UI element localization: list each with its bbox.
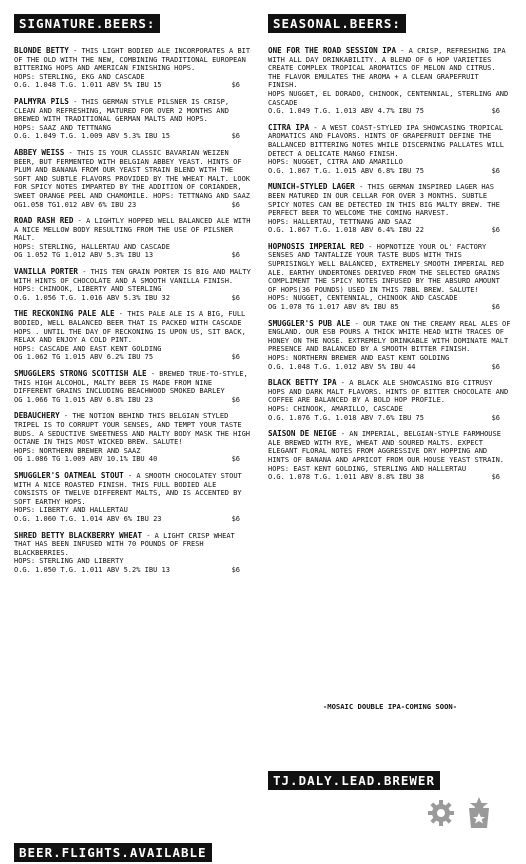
beer-item: [14, 217, 252, 260]
beer-stats: OG 1.086 TG 1.009 ABV 10.1% IBU 40: [14, 455, 158, 464]
beer-stats-row: [268, 473, 512, 482]
beer-item: [14, 532, 252, 575]
beer-name: SAISON DE NEIGE: [268, 429, 337, 439]
beer-description-block: [14, 532, 252, 558]
beer-hops: HOPS: NORTHERN BREWER AND EAST KENT GOLDING: [268, 354, 450, 362]
beer-stats-row: [14, 353, 252, 362]
beer-stats-row: [14, 455, 252, 464]
beer-name: MUNICH-STYLED LAGER: [268, 182, 355, 192]
beer-item: [268, 124, 512, 176]
beer-name: SMUGGLER'S PUB ALE: [268, 318, 351, 328]
beer-price: $6: [491, 473, 500, 482]
beer-stats: O.G. 1.067 T.G. 1.018 ABV 6.4% IBU 22: [268, 226, 424, 235]
beer-price: $6: [491, 413, 500, 422]
beer-description: A LIGHTLY HOPPED WELL BALANCED ALE WITH A NICE MELLOW BODY RESULTING FROM THE USE OF PILSNER MALT.: [14, 217, 251, 243]
beer-description: THE NOTION BEHIND THIS BELGIAN STYLED TRIPEL IS TO CORRUPT YOUR SENSES, AND TEMPT YOUR TASTE BUDS. A SEDUCTIVE SWEETNESS AND MALTY BODY MASK THE HIGH OCTANE IN THIS MOST WICKED BREW. SALUTE!: [14, 412, 251, 447]
beer-item: [268, 320, 512, 372]
beer-description-block: [268, 183, 512, 217]
beer-flights-banner: BEER.FLIGHTS.AVAILABLE: [14, 843, 212, 862]
coming-soon-note: -MOSAIC DOUBLE IPA-COMING SOON-: [322, 702, 458, 711]
beer-stats: OG 1.062 TG 1.015 ABV 6.2% IBU 75: [14, 353, 154, 362]
beer-price: $6: [231, 81, 240, 90]
beer-description-block: [14, 217, 252, 243]
beer-dash: -: [142, 531, 155, 540]
beer-item: [268, 243, 512, 312]
beer-price: $6: [231, 395, 240, 404]
beer-stats-row: [14, 396, 252, 405]
beer-description-block: [14, 98, 252, 124]
beer-dash: -: [68, 97, 82, 106]
beer-name: ABBEY WEISS: [14, 147, 65, 157]
beer-stats-row: [268, 226, 512, 235]
beer-description: OUR TAKE ON THE CREAMY REAL ALES OF ENGLAND. OUR ESB POURS A THICK WHITE HEAD WITH TRACES OF HONEY ON THE NOSE. EXTREMELY DRINKABLE WITH DOMINATE MALT PRESENCE AND BALANCED BY A SMOOTH BITTER FINISH.: [268, 319, 511, 354]
beer-stats: O.G. 1.049 T.G. 1.013 ABV 4.7% IBU 75: [268, 107, 424, 116]
beer-dash: -: [114, 310, 128, 319]
beer-stats: OG1.058 TG1.012 ABV 6% IBU 23: [14, 200, 137, 209]
beer-price: $6: [231, 132, 240, 141]
beer-stats-row: [14, 81, 252, 90]
beer-name: BLACK BETTY IPA: [268, 378, 337, 388]
seasonal-beers-column: [268, 0, 512, 490]
beer-description-block: [268, 243, 512, 295]
beer-stats-row: [268, 303, 512, 312]
beer-name: VANILLA PORTER: [14, 267, 79, 277]
beer-stats-row: [268, 414, 512, 423]
beer-name: THE RECKONING PALE ALE: [14, 309, 115, 319]
beer-price: $6: [231, 200, 240, 209]
beer-description-block: [14, 310, 252, 344]
beer-description: THIS LIGHT BODIED ALE INCORPORATES A BIT OF THE OLD WITH THE NEW, COMBINING TRADITIONAL EUROPEAN BITTERING HOPS AND AMERICAN FINISHING HOPS.: [14, 47, 251, 73]
beer-description-block: [268, 320, 512, 354]
beer-stats-row: [14, 201, 252, 210]
beer-description-block: [14, 412, 252, 446]
beer-dash: -: [336, 430, 350, 439]
beer-description-block: [14, 370, 252, 396]
beer-stats: O.G. 1.048 T.G. 1.011 ABV 5% IBU 15: [14, 81, 162, 90]
beer-hops: HOPS NUGGET, EL DORADO, CHINOOK, CENTENNIAL, STERLING AND CASCADE: [268, 89, 509, 107]
beer-stats-row: [14, 515, 252, 524]
beer-dash: -: [146, 370, 160, 378]
beer-name: SMUGGLER'S OATMEAL STOUT: [14, 470, 124, 480]
beer-description-block: [268, 430, 512, 464]
signature-beers-header: SIGNATURE.BEERS:: [14, 14, 160, 33]
beer-price: $6: [491, 166, 500, 175]
beer-stats: O.G. 1.056 T.G. 1.016 ABV 5.3% IBU 32: [14, 293, 170, 302]
beer-hops: HOPS: HALLERTAU, TETTNANG AND SAAZ: [268, 217, 412, 226]
beer-price: $6: [231, 565, 240, 574]
beer-item: [14, 149, 252, 209]
beer-dash: -: [350, 319, 363, 328]
beer-dash: -: [396, 47, 409, 55]
beer-description-block: [268, 124, 512, 158]
beer-name: ONE FOR THE ROAD SESSION IPA: [268, 46, 397, 55]
beer-description: BREWED TRUE-TO-STYLE, THIS HIGH ALCOHOL, MALTY BEER IS MADE FROM NINE DIFFERENT GRAINS INCLUDING BEACHWOOD SMOKED BARLEY: [14, 370, 248, 396]
beer-item: [268, 183, 512, 235]
beer-price: $6: [231, 353, 240, 362]
beer-dash: -: [64, 148, 77, 157]
beer-description: A SMOOTH CHOCOLATEY STOUT WITH A NICE ROASTED FINISH. THIS FULL BODIED ALE CONSISTS OF TWELVE DIFFERENT MALTS, AND IS ACCENTED BY SOFT EARTHY HOPS.: [14, 471, 242, 506]
star-badge-icon: [464, 796, 494, 830]
beer-hops: HOPS: LIBERTY AND HALLERTAU: [14, 506, 128, 515]
beer-hops: HOPS: STERLING AND LIBERTY: [14, 557, 124, 566]
beer-name: SHRED BETTY BLACKBERRY WHEAT: [14, 530, 143, 540]
beer-stats-row: [14, 566, 252, 575]
beer-dash: -: [78, 268, 91, 277]
beer-description: THIS TEN GRAIN PORTER IS BIG AND MALTY WITH HINTS OF CHOCOLATE AND A SMOOTH VANILLA FINISH.: [14, 268, 251, 285]
beer-name: PALMYRA PILS: [14, 96, 69, 106]
beer-hops: HOPS: SAAZ AND TETTNANG: [14, 123, 111, 132]
beer-description-block: [14, 47, 252, 73]
beer-hops: HOPS: CHINOOK, AMARILLO, CASCADE: [268, 404, 403, 413]
beer-description: A WEST COAST-STYLED IPA SHOWCASING TROPICAL AROMATICS AND FLAVORS. HINTS OF GRAPEFRUIT DEFINE THE BALLANCED BITTERING NOTES WHILE DISCERNING PALLATES WILL DETECT A DELICATE MANGO FINISH.: [268, 123, 505, 158]
beer-description: A LIGHT CRISP WHEAT THAT HAS BEEN INFUSED WITH 70 POUNDS OF FRESH BLACKBERRIES.: [14, 531, 235, 557]
beer-description-block: [268, 47, 512, 90]
beer-description: THIS GERMAN INSPIRED LAGER HAS BEEN MATURED IN OUR CELLAR FOR OVER 3 MONTHS. SUBTLE SPICY NOTES CAN BE DETECTED IN THIS BIG MALTY BREW. THE PERFECT BEER TO WELCOME THE COMING HARVEST.: [268, 183, 500, 218]
beer-hops: HOPS: NORTHERN BREWER AND SAAZ: [14, 446, 141, 455]
beer-name: ROAD RASH RED: [14, 216, 74, 226]
beer-item: [14, 268, 252, 302]
beer-stats: OG 1.052 TG 1.012 ABV 5.3% IBU 13: [14, 251, 154, 260]
beer-price: $6: [231, 455, 240, 464]
beer-price: $6: [491, 226, 500, 235]
footer-icons: [426, 796, 494, 830]
beer-dash: -: [364, 242, 377, 251]
beer-price: $6: [231, 514, 240, 523]
beer-stats-row: [14, 251, 252, 260]
beer-description: A CRISP, REFRESHING IPA WITH ALL DAY DRINKABILITY. A BLEND OF 6 HOP VARIETIES CREATE COMPLEX TROPICAL AROMATICS OF MELON AND CITRUS. THE FLAVOR EMULATES THE AROMA + A CLEAN GRAPEFRUIT FINISH.: [268, 47, 506, 90]
beer-item: [268, 379, 512, 422]
lead-brewer-banner: TJ.DALY.LEAD.BREWER: [268, 771, 440, 790]
beer-stats-row: [14, 294, 252, 303]
beer-stats-row: [268, 107, 512, 116]
beer-name: DEBAUCHERY: [14, 411, 60, 421]
beer-description-block: [14, 472, 252, 506]
beer-item: [14, 412, 252, 464]
seasonal-beers-header: SEASONAL.BEERS:: [268, 14, 406, 33]
beer-description: THIS IS YOUR CLASSIC BAVARIAN WEIZEN BEER, BUT FERMENTED WITH BELGIAN ABBEY YEAST. HINTS OF PLUM AND BANANA FROM OUR YEAST STRAIN BLEND WITH THE SOFT AND SUBTLE FLAVORS PROVIDED BY THE WHEAT MALT. LOOK FOR SPICY NOTES IMPARTED BY THE ADDITION OF CORIANDER, SWEET ORANGE PEEL AND CHAMOMILE. HOPS: TETTNANG AND SAAZ: [14, 148, 251, 200]
beer-dash: -: [123, 471, 137, 480]
beer-hops: HOPS: CASCADE AND EAST KENT GOLDING: [14, 344, 162, 353]
beer-price: $6: [231, 251, 240, 260]
beer-stats: O.G. 1.076 T.G. 1.018 ABV 7.6% IBU 75: [268, 413, 424, 422]
beer-dash: -: [73, 217, 87, 226]
beer-item: [268, 47, 512, 116]
beer-item: [14, 370, 252, 404]
beer-dash: -: [336, 379, 350, 388]
signature-beers-column: [14, 0, 252, 582]
beer-name: SMUGGLERS STRONG SCOTTISH ALE: [14, 369, 147, 378]
beer-stats: OG 1.066 TG 1.015 ABV 6.8% IBU 23: [14, 395, 154, 404]
beer-item: [14, 310, 252, 362]
beer-hops: HOPS: CHINOOK, LIBERTY AND STERLING: [14, 285, 162, 294]
beer-stats: OG 1.078 TG 1.017 ABV 8% IBU 85: [268, 303, 399, 312]
beer-price: $6: [231, 293, 240, 302]
beer-description: HOPNOTIZE YOUR OL' FACTORY SENSES AND TANTALIZE YOUR TASTE BUDS WITH THIS SUPRISINGLY WELL BALANCED, EXTREMELY SMOOTH IMPERIAL RED ALE. EARTHY UNDERTONES DERIVED FROM THE SELECTED GRAINS COMPLIMENT THE SPICY NOTES INFUSED BY THE ABSURD AMOUNT OF HOPS(36 POUNDS) USED IN THIS 7BBL BREW. SALUTE!: [268, 242, 505, 294]
beer-dash: -: [59, 412, 73, 421]
beer-hops: HOPS: NUGGET, CENTENNIAL, CHINOOK AND CASCADE: [268, 294, 458, 303]
beer-hops: HOPS: STERLING, HALLERTAU AND CASCADE: [14, 242, 170, 251]
beer-hops: HOPS: NUGGET, CITRA AND AMARILLO: [268, 158, 403, 167]
beer-stats-row: [268, 167, 512, 176]
gear-icon: [426, 798, 456, 828]
beer-hops: HOPS: EAST KENT GOLDING, STERLING AND HALLERTAU: [268, 464, 467, 473]
beer-item: [14, 47, 252, 90]
beer-dash: -: [68, 47, 82, 55]
beer-description-block: [14, 268, 252, 285]
beer-description-block: [14, 149, 252, 201]
beer-description-block: [268, 379, 512, 405]
seasonal-beers-list: [268, 47, 512, 482]
beer-name: BLONDE BETTY: [14, 46, 69, 55]
beer-name: HOPNOSIS IMPERIAL RED: [268, 241, 365, 251]
beer-hops: HOPS: STERLING, EKG AND CASCADE: [14, 72, 145, 81]
beer-price: $6: [491, 303, 500, 312]
beer-item: [14, 472, 252, 524]
beer-item: [268, 430, 512, 482]
beer-stats: O.G. 1.060 T.G. 1.014 ABV 6% IBU 23: [14, 514, 162, 523]
beer-price: $6: [491, 107, 500, 116]
beer-stats: O.G. 1.049 T.G. 1.009 ABV 5.3% IBU 15: [14, 132, 170, 141]
beer-stats: O.G. 1.067 T.G. 1.015 ABV 6.8% IBU 75: [268, 166, 424, 175]
beer-description: A BLACK ALE SHOWCASING BIG CITRUSY HOPS AND DARK MALT FLAVORS. HINTS OF BITTER CHOCOLATE AND COFFEE ARE BALANCED BY A BOLD HOP PROFILE.: [268, 379, 509, 405]
beer-description: AN IMPERIAL, BELGIAN-STYLE FARMHOUSE ALE BREWED WITH RYE, WHEAT AND SOURED MALTS. EXPECT ELEGANT FLORAL NOTES FROM AGGRESSIVE DRY HOPPING AND HINTS OF BANANA AND APRICOT FROM OUR HOUSE YEAST STRAIN.: [268, 430, 505, 464]
beer-item: [14, 98, 252, 141]
beer-description: THIS GERMAN STYLE PILSNER IS CRISP, CLEAN AND REFRESHING, MATURED FOR OVER 2 MONTHS AND BREWED WITH TRADITIONAL GERMAN MALTS AND HOPS.: [14, 97, 230, 124]
beer-stats-row: [268, 363, 512, 372]
beer-price: $6: [491, 362, 500, 371]
beer-stats: O.G. 1.078 T.G. 1.011 ABV 8.8% IBU 38: [268, 473, 424, 482]
beer-stats: O.G. 1.050 T.G. 1.011 ABV 5.2% IBU 13: [14, 565, 170, 574]
signature-beers-list: [14, 47, 252, 574]
beer-dash: -: [309, 123, 322, 132]
beer-stats: O.G. 1.048 T.G. 1.012 ABV 5% IBU 44: [268, 362, 416, 371]
beer-dash: -: [354, 183, 368, 192]
beer-description: THIS PALE ALE IS A BIG, FULL BODIED, WELL BALANCED BEER THAT IS PACKED WITH CASCADE HOPS . UNTIL THE DAY OF RECKONING IS UPON US, SIT BACK, RELAX AND ENJOY A COLD PINT.: [14, 310, 246, 345]
beer-name: CITRA IPA: [268, 122, 310, 132]
beer-stats-row: [14, 132, 252, 141]
